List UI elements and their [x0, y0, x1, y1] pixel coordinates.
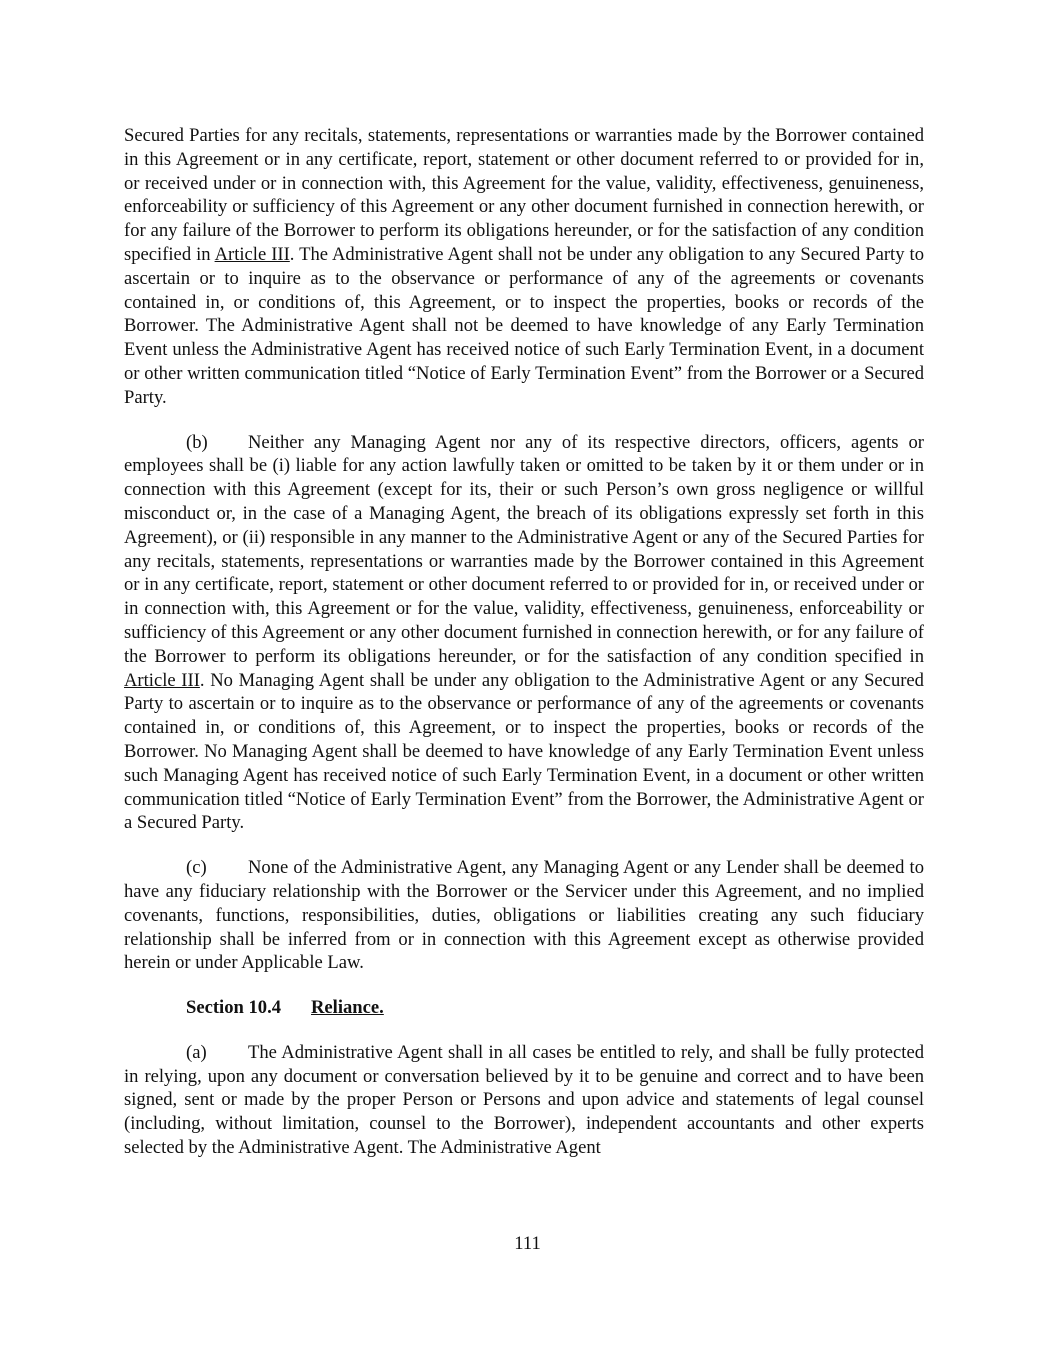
section-number: Section 10.4: [186, 997, 282, 1019]
page-number: 111: [514, 1233, 541, 1254]
article-reference: Article III: [214, 243, 290, 265]
article-reference: Article III: [124, 669, 200, 691]
paragraph-text: . No Managing Agent shall be under any obligation to the Administrative Agent or any Secured Party to ascertain or to inquire as to the observance or performance of any of the agreements or covenants contained in, or conditions of, this Agreement, or to inspect the properties, books or records of the Borrower. No Managing Agent shall be deemed to have knowledge of any Early Termination Event unless such Managing Agent has received notice of such Early Termination Event, in a document or other written communication titled “Notice of Early Termination Event” from the Borrower, the Administrative Agent or a Secured Party.: [124, 669, 924, 834]
paragraph-b: [124, 431, 924, 836]
paragraph-text: . The Administrative Agent shall not be under any obligation to any Secured Party to ascertain or to inquire as to the observance or performance of any of the agreements or covenants contained in, or conditions of, this Agreement, or to inspect the properties, books or records of the Borrower. The Administrative Agent shall not be deemed to have knowledge of any Early Termination Event unless the Administrative Agent has received notice of such Early Termination Event, in a document or other written communication titled “Notice of Early Termination Event” from the Borrower or a Secured Party.: [124, 243, 924, 408]
document-page: [124, 124, 924, 1160]
paragraph-marker: (c): [186, 857, 207, 879]
paragraph-text: None of the Administrative Agent, any Managing Agent or any Lender shall be deemed to have any fiduciary relationship with the Borrower or the Servicer under this Agreement, and no implied covenants, functions, responsibilities, duties, obligations or liabilities creating any such fiduciary relationship shall be inferred from or in connection with this Agreement except as otherwise provided herein or under Applicable Law.: [124, 857, 924, 974]
section-heading: [124, 996, 924, 1020]
paragraph-marker: (a): [186, 1041, 207, 1063]
paragraph-a: [124, 1041, 924, 1160]
paragraph-text: The Administrative Agent shall in all cases be entitled to rely, and shall be fully protected in relying, upon any document or conversation believed by it to be genuine and correct and to have been signed, sent or made by the proper Person or Persons and upon advice and statements of legal counsel (including, without limitation, counsel to the Borrower), independent accountants and other experts selected by the Administrative Agent. The Administrative Agent: [124, 1041, 924, 1159]
paragraph-marker: (b): [186, 431, 208, 453]
paragraph-c: [124, 856, 924, 975]
paragraph-text: Neither any Managing Agent nor any of its respective directors, officers, agents or employees shall be (i) liable for any action lawfully taken or omitted to be taken by it or them under or in connection with this Agreement (except for its, their or such Person’s own gross negligence or willful misconduct or, in the case of a Managing Agent, the breach of its obligations expressly set forth in this Agreement), or (ii) responsible in any manner to the Administrative Agent or any of the Secured Parties for any recitals, statements, representations or warranties made by the Borrower contained in this Agreement or in any certificate, report, statement or other document referred to or provided for in, or received under or in connection with, this Agreement or for the value, validity, effectiveness, genuineness, enforceability or sufficiency of this Agreement or any other document furnished in connection herewith, or for any failure of the Borrower to perform its obligations hereunder, or for the satisfaction of any condition specified in: [124, 431, 924, 667]
paragraph-text: Secured Parties for any recitals, statements, representations or warranties made by the Borrower contained in this Agreement or in any certificate, report, statement or other document referred to or provided for in, or received under or in connection with, this Agreement for the value, validity, effectiveness, genuineness, enforceability or sufficiency of this Agreement or any other document furnished in connection herewith, or for any failure of the Borrower to perform its obligations hereunder, or for the satisfaction of any condition specified in: [124, 125, 924, 265]
paragraph-continuation: [124, 124, 924, 410]
section-title: Reliance.: [311, 997, 384, 1019]
